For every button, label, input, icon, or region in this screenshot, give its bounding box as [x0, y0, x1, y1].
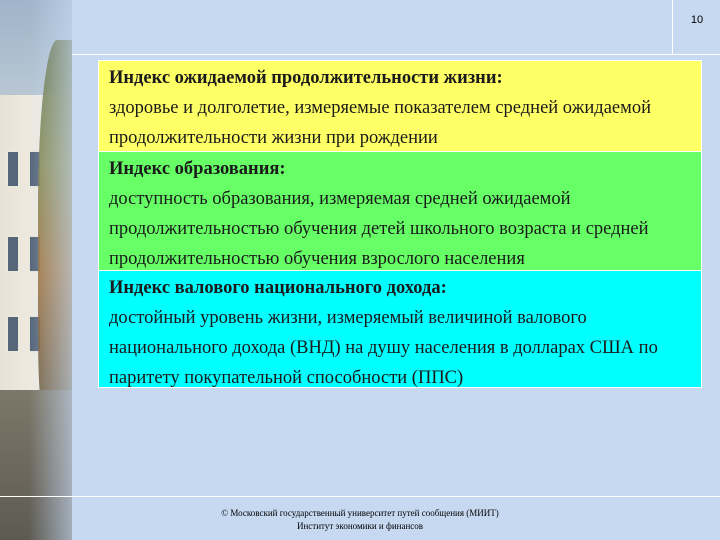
footer-divider: [0, 496, 720, 497]
block-title: Индекс валового национального дохода:: [109, 278, 447, 298]
building-photo: [0, 0, 72, 540]
block-text: здоровье и долголетие, измеряемые показателем средней ожидаемой продолжительности жизни при рождении: [109, 98, 651, 148]
footer-university: © Московский государственный университет путей сообщения (МИИТ): [221, 508, 499, 518]
life-expectancy-index-block: [99, 61, 701, 152]
gni-index-block: [99, 271, 701, 387]
block-text: доступность образования, измеряемая средней ожидаемой продолжительностью обучения детей школьного возраста и средней продолжительностью обучения взрослого населения: [109, 189, 649, 269]
block-title: Индекс образования:: [109, 159, 286, 179]
page-number-divider: [672, 0, 673, 54]
photo-fade: [0, 0, 72, 540]
index-blocks: [98, 60, 702, 388]
block-title: Индекс ожидаемой продолжительности жизни:: [109, 68, 503, 88]
header-divider: [72, 54, 720, 55]
block-text: достойный уровень жизни, измеряемый величиной валового национального дохода (ВНД) на душу населения в долларах США по паритету покупательной способности (ППС): [109, 308, 658, 388]
education-index-block: [99, 152, 701, 271]
page-number: 10: [690, 14, 704, 26]
footer-institute: Институт экономики и финансов: [296, 521, 424, 531]
footer: [0, 507, 720, 533]
